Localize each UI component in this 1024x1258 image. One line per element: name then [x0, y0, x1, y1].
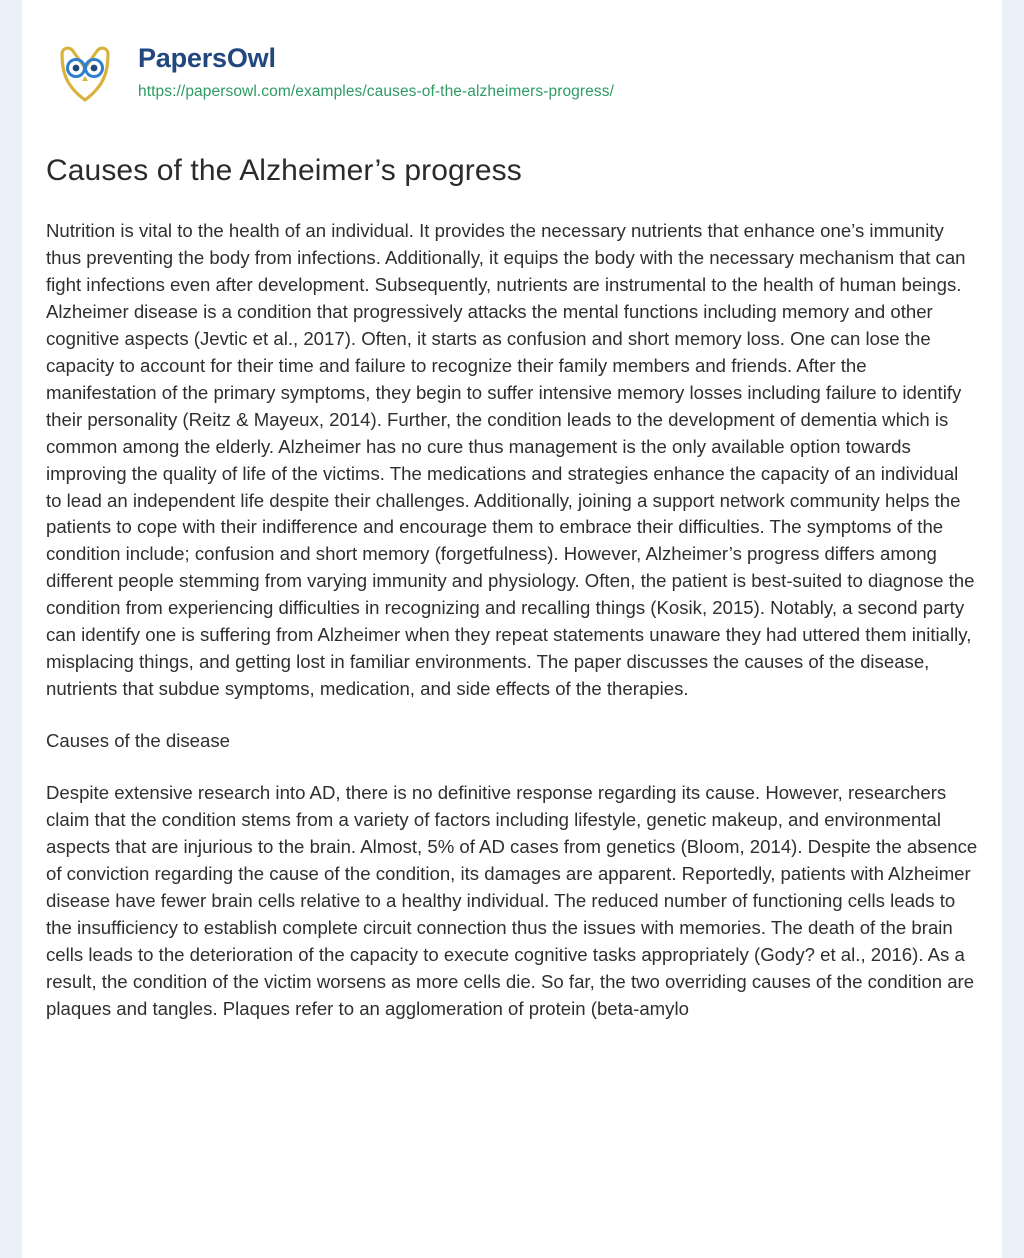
document-body — [46, 218, 978, 1023]
brand-row — [46, 40, 978, 108]
page-left-gutter — [0, 0, 22, 1258]
owl-icon — [52, 42, 118, 108]
intro-paragraph: Nutrition is vital to the health of an individual. It provides the necessary nutrients that enhance one’s immunity thus preventing the body from infections. Additionally, it equips the body with the necessary mechanism that can fight infections even after development. Subsequently, nutrients are instrumental to the health of human beings. Alzheimer disease is a condition that progressively attacks the mental functions including memory and other cognitive aspects (Jevtic et al., 2017). Often, it starts as confusion and short memory loss. One can lose the capacity to account for their time and failure to recognize their family members and friends. After the manifestation of the primary symptoms, they begin to suffer intensive memory losses including failure to identify their personality (Reitz & Mayeux, 2014). Further, the condition leads to the development of dementia which is common among the elderly. Alzheimer has no cure thus management is the only available option towards improving the quality of life of the victims. The medications and strategies enhance the capacity of an individual to lead an independent life despite their challenges. Additionally, joining a support network community helps the patients to cope with their indifference and encourage them to embrace their difficulties. The symptoms of the condition include; confusion and short memory (forgetfulness). However, Alzheimer’s progress differs among different people stemming from varying immunity and physiology. Often, the patient is best-suited to diagnose the condition from experiencing difficulties in recognizing and recalling things (Kosik, 2015). Notably, a second party can identify one is suffering from Alzheimer when they repeat statements unaware they had uttered them initially, misplacing things, and getting lost in familiar environments. The paper discusses the causes of the disease, nutrients that subdue symptoms, medication, and side effects of the therapies. — [46, 220, 975, 700]
brand-text-block — [138, 40, 614, 101]
site-url-link[interactable]: https://papersowl.com/examples/causes-of-the-alzheimers-progress/ — [138, 82, 614, 100]
brand-name: PapersOwl — [138, 43, 276, 73]
section-heading: Causes of the disease — [46, 730, 230, 752]
page-title: Causes of the Alzheimer’s progress — [46, 154, 522, 187]
section-paragraph: Despite extensive research into AD, there is no definitive response regarding its cause. However, researchers claim that the condition stems from a variety of factors including lifestyle, genetic makeup, and environmental aspects that are injurious to the brain. Almost, 5% of AD cases from genetics (Bloom, 2014). Despite the absence of conviction regarding the cause of the condition, its damages are apparent. Reportedly, patients with Alzheimer disease have fewer brain cells relative to a healthy individual. The reduced number of functioning cells leads to the insufficiency to establish complete circuit connection thus the issues with memories. The death of the brain cells leads to the deterioration of the capacity to execute cognitive tasks appropriately (Gody? et al., 2016). As a result, the condition of the victim worsens as more cells die. So far, the two overriding causes of the condition are plaques and tangles. Plaques refer to an agglomeration of protein (beta-amylo — [46, 782, 978, 1019]
page-right-gutter — [1002, 0, 1024, 1258]
site-header — [46, 0, 978, 100]
